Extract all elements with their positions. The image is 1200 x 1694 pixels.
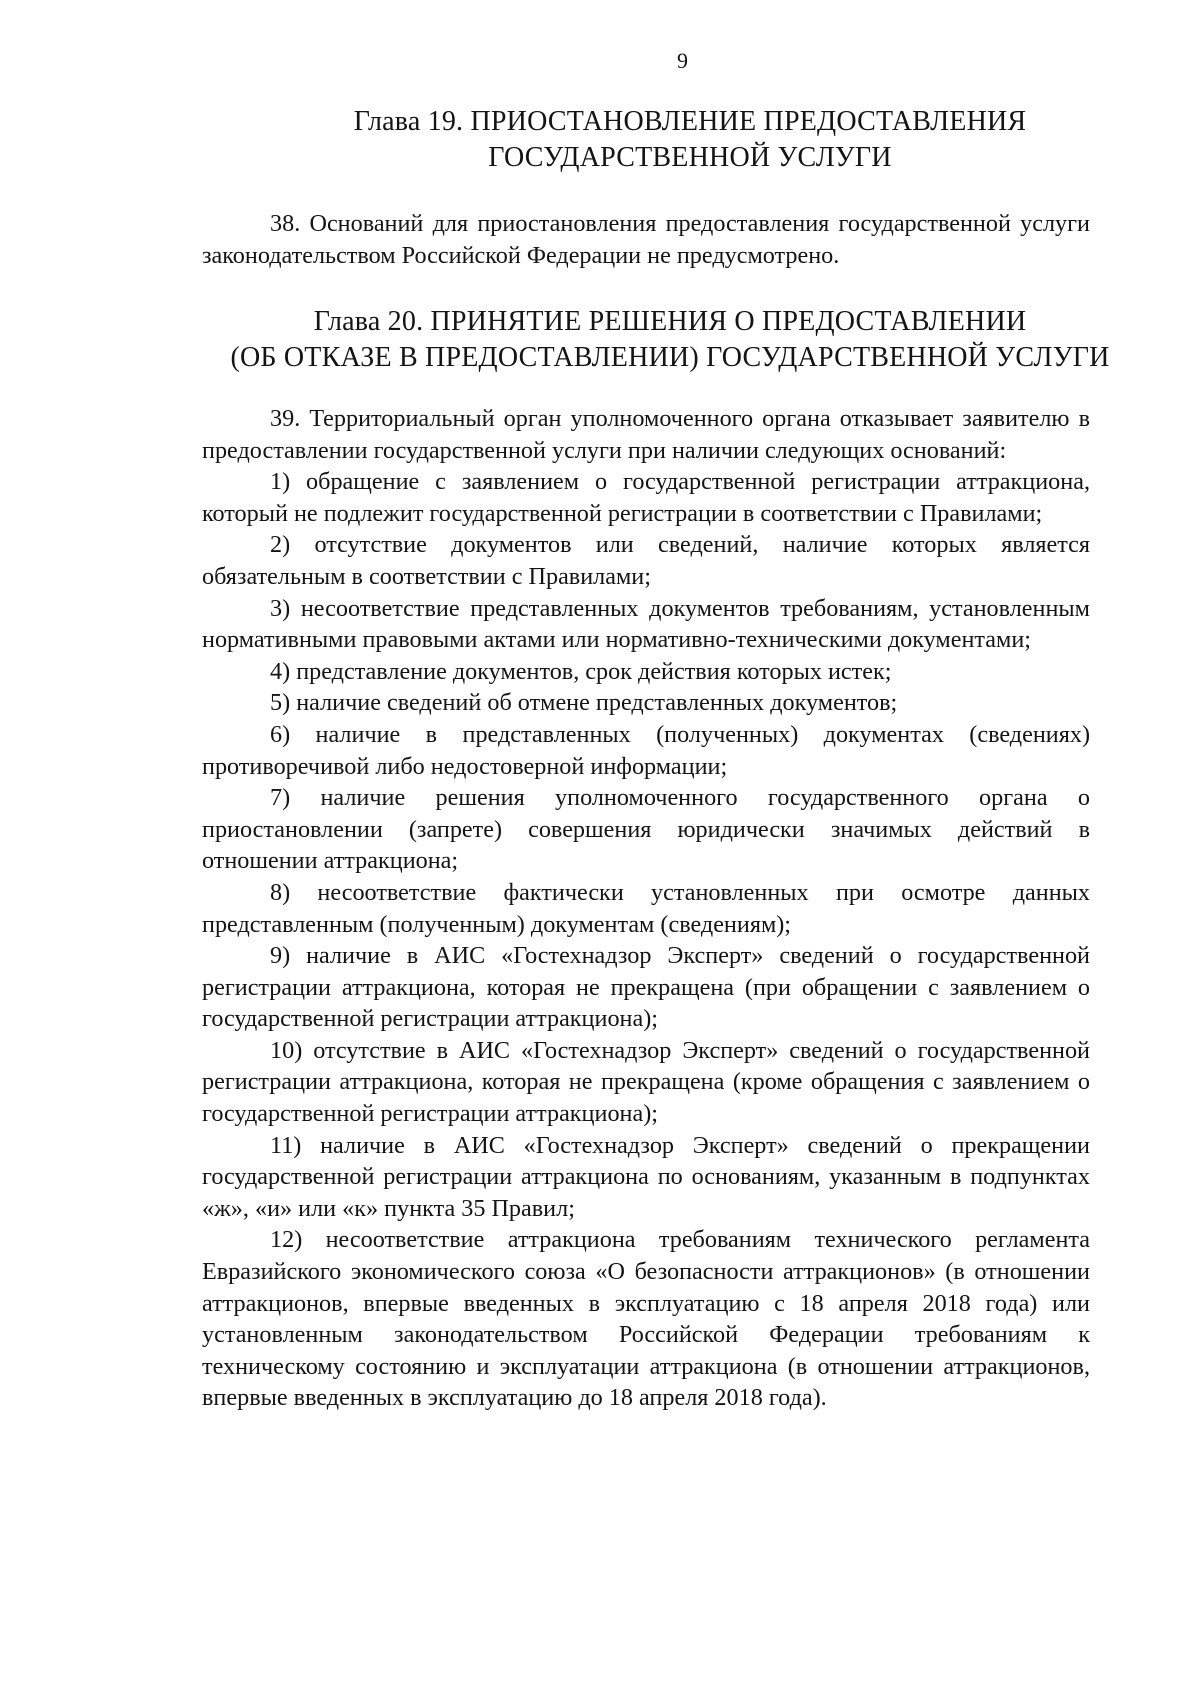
list-item: 5) наличие сведений об отмене представленных документов; (270, 689, 898, 717)
page-number: 9 (677, 48, 688, 73)
chapter-title-line: ГОСУДАРСТВЕННОЙ УСЛУГИ (488, 142, 892, 173)
chapter-19-title (330, 104, 1050, 176)
paragraph-39-intro: 39. Территориальный орган уполномоченного органа отказывает заявителю в предоставлении государственной услуги при наличии следующих оснований: (202, 405, 1090, 464)
chapter-title-line: Глава 19. ПРИОСТАНОВЛЕНИЕ ПРЕДОСТАВЛЕНИЯ (353, 106, 1027, 137)
list-item: 4) представление документов, срок действия которых истек; (270, 657, 892, 685)
list-item: 1) обращение с заявлением о государственной регистрации аттракциона, который не подлежит государственной регистрации в соответствии с Правилами; (202, 468, 1090, 527)
list-item: 9) наличие в АИС «Гостехнадзор Эксперт» сведений о государственной регистрации аттракциона, которая не прекращена (при обращении с заявлением о государственной регистрации аттракциона); (202, 942, 1090, 1033)
list-item: 8) несоответствие фактически установленных при осмотре данных представленным (полученным) документам (сведениям); (202, 878, 1090, 938)
chapter-title-line: Глава 20. ПРИНЯТИЕ РЕШЕНИЯ О ПРЕДОСТАВЛЕНИИ (313, 306, 1027, 337)
paragraph-38: 38. Оснований для приостановления предоставления государственной услуги законодательством Российской Федерации не предусмотрено. (202, 210, 1090, 269)
list-item: 6) наличие в представленных (полученных) документах (сведениях) противоречивой либо недостоверной информации; (202, 720, 1090, 780)
list-item: 7) наличие решения уполномоченного государственного органа о приостановлении (запрете) совершения юридически значимых действий в отношении аттракциона; (202, 784, 1090, 875)
section-39 (202, 403, 1090, 1414)
list-item: 3) несоответствие представленных документов требованиям, установленным нормативными правовыми актами или нормативно-техническими документами; (202, 594, 1090, 654)
chapter-title-line: (ОБ ОТКАЗЕ В ПРЕДОСТАВЛЕНИИ) ГОСУДАРСТВЕННОЙ УСЛУГИ (230, 342, 1110, 373)
section-38 (202, 208, 1090, 271)
list-item: 10) отсутствие в АИС «Гостехнадзор Эксперт» сведений о государственной регистрации аттракциона, которая не прекращена (кроме обращения с заявлением о государственной регистрации аттракциона); (202, 1036, 1090, 1128)
chapter-20-title (200, 304, 1140, 376)
list-item: 12) несоответствие аттракциона требованиям технического регламента Евразийского экономического союза «О безопасности аттракционов» (в отношении аттракционов, впервые введенных в эксплуатацию с 18 апреля 2018 года) или установленным законодательством Российской Федерации требованиям к техническому состоянию и эксплуатации аттракциона (в отношении аттракционов, впервые введенных в эксплуатацию до 18 апреля 2018 года). (202, 1226, 1090, 1412)
list-item: 2) отсутствие документов или сведений, наличие которых является обязательным в соответствии с Правилами; (202, 531, 1090, 590)
list-item: 11) наличие в АИС «Гостехнадзор Эксперт» сведений о прекращении государственной регистрации аттракциона по основаниям, указанным в подпунктах «ж», «и» или «к» пункта 35 Правил; (202, 1131, 1090, 1222)
